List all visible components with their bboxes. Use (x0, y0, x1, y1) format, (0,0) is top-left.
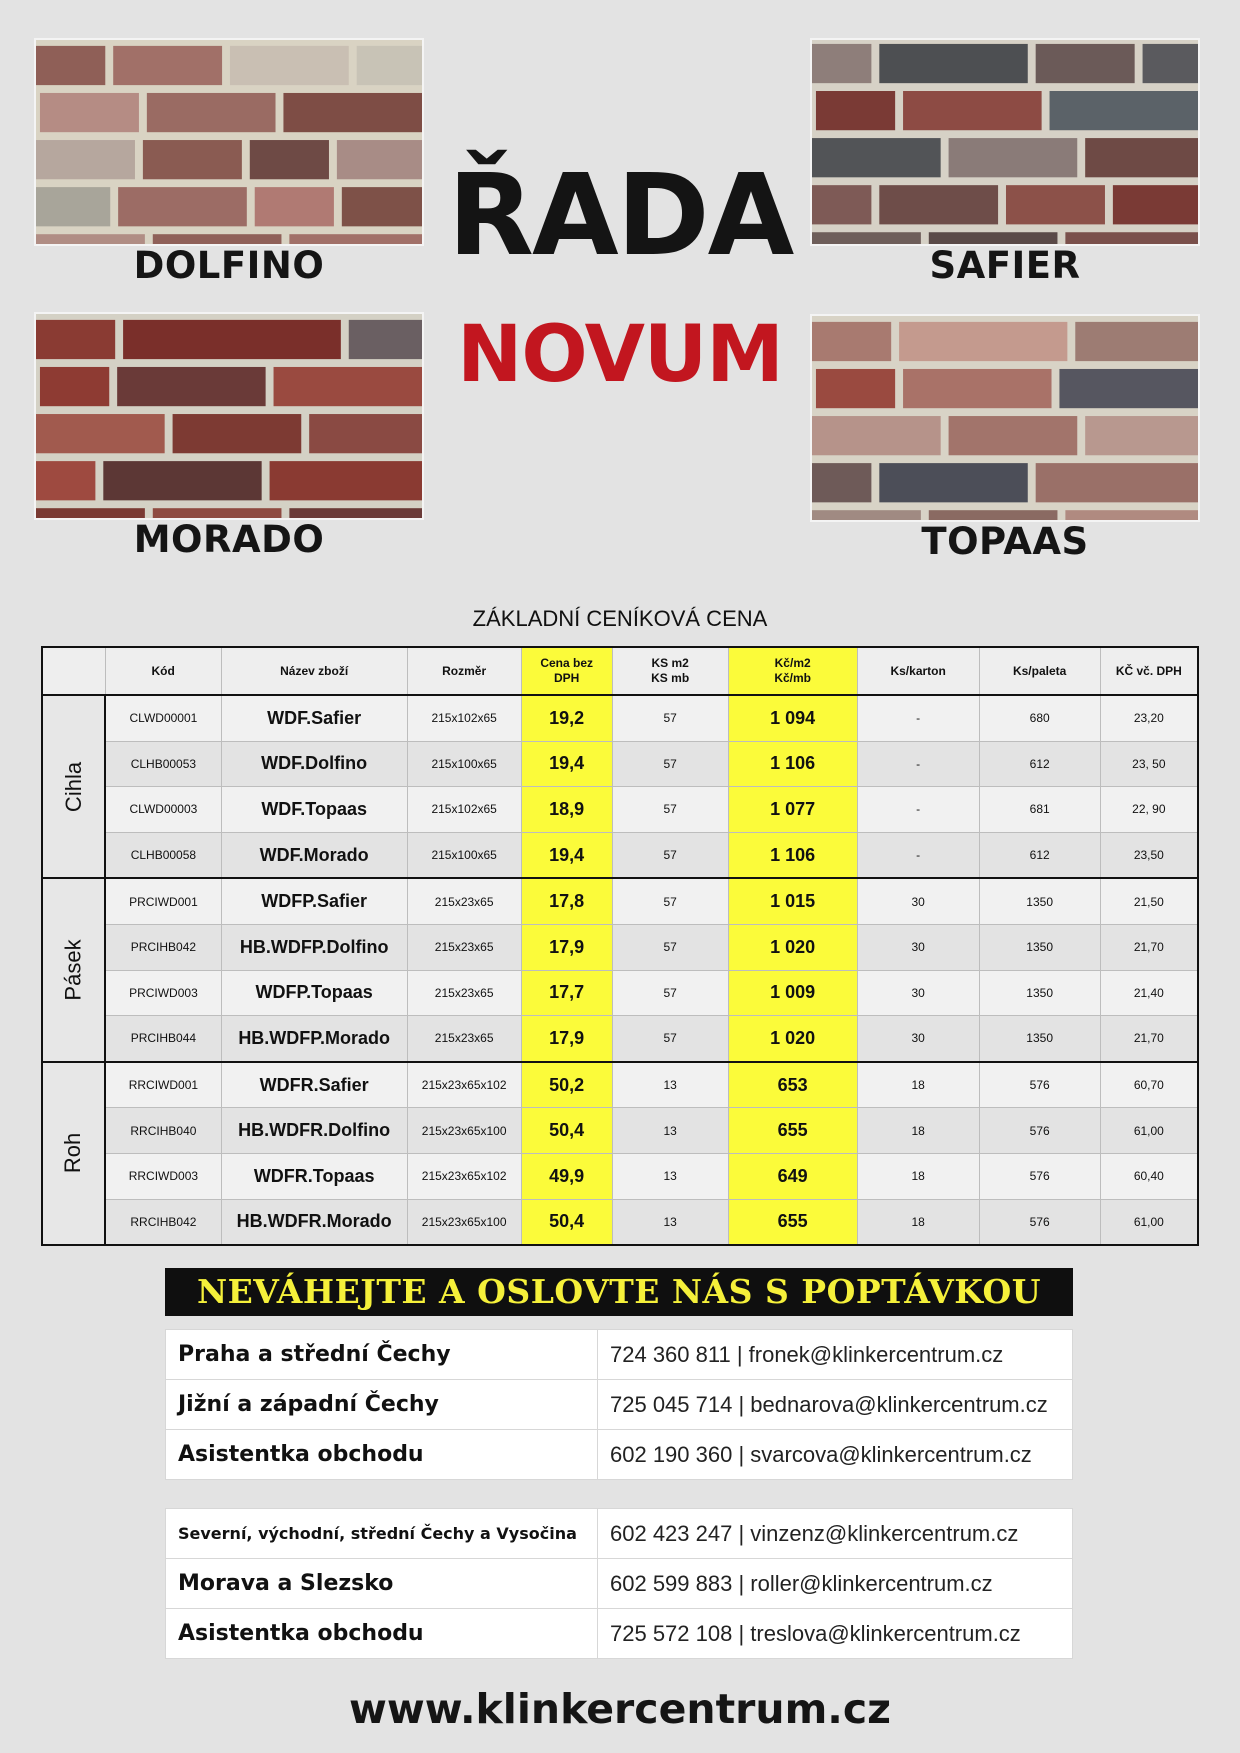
cell-kod: RRCIWD001 (105, 1062, 221, 1108)
cell-karton: 18 (857, 1153, 979, 1199)
cell-rozmer: 215x23x65x102 (407, 1062, 521, 1108)
cell-nazev: HB.WDFP.Morado (221, 1016, 407, 1062)
cell-kod: RRCIHB040 (105, 1108, 221, 1154)
cell-dph: 22, 90 (1100, 787, 1198, 833)
swatch-label-topaas: TOPAAS (921, 520, 1089, 563)
swatch-safier-image (810, 38, 1200, 246)
swatch-morado-image (34, 312, 424, 520)
cell-karton: 30 (857, 1016, 979, 1062)
cell-karton: - (857, 787, 979, 833)
cell-kod: PRCIHB042 (105, 924, 221, 970)
cell-ks: 13 (612, 1062, 728, 1108)
table-row (42, 1062, 1198, 1108)
cell-cena: 19,2 (521, 695, 612, 741)
cell-paleta: 612 (979, 741, 1100, 787)
cell-nazev: HB.WDFR.Morado (221, 1199, 407, 1245)
series-name: NOVUM (457, 310, 783, 400)
cell-kc: 655 (728, 1108, 857, 1154)
table-row (42, 1108, 1198, 1154)
cell-ks: 57 (612, 924, 728, 970)
cell-rozmer: 215x23x65 (407, 878, 521, 924)
header-cena-bez-dph (521, 647, 612, 695)
cell-nazev: WDFR.Safier (221, 1062, 407, 1108)
cell-dph: 21,70 (1100, 1016, 1198, 1062)
table-row (42, 787, 1198, 833)
cell-kc: 1 077 (728, 787, 857, 833)
cell-cena: 50,2 (521, 1062, 612, 1108)
header-paleta: Ks/paleta (979, 647, 1100, 695)
cell-dph: 21,40 (1100, 970, 1198, 1016)
cell-dph: 60,70 (1100, 1062, 1198, 1108)
cell-kod: RRCIHB042 (105, 1199, 221, 1245)
cell-karton: 18 (857, 1062, 979, 1108)
cell-cena: 19,4 (521, 832, 612, 878)
cell-nazev: WDFR.Topaas (221, 1153, 407, 1199)
table-row (42, 924, 1198, 970)
cell-ks: 13 (612, 1153, 728, 1199)
contact-row (166, 1380, 1073, 1430)
cell-kod: CLHB00058 (105, 832, 221, 878)
cell-rozmer: 215x102x65 (407, 695, 521, 741)
contact-details[interactable]: 725 045 714 | bednarova@klinkercentrum.cz (598, 1380, 1073, 1430)
cell-paleta: 680 (979, 695, 1100, 741)
cell-dph: 21,50 (1100, 878, 1198, 924)
group-label-cihla: Cihla (42, 695, 105, 878)
contact-details[interactable]: 725 572 108 | treslova@klinkercentrum.cz (598, 1609, 1073, 1659)
price-table (41, 646, 1199, 1246)
cell-kc: 1 106 (728, 832, 857, 878)
cell-karton: 30 (857, 924, 979, 970)
cell-paleta: 612 (979, 832, 1100, 878)
price-table-header-row (42, 647, 1198, 695)
header-group (42, 647, 105, 695)
cell-ks: 57 (612, 878, 728, 924)
cell-kc: 1 020 (728, 924, 857, 970)
header-kc-line1: Kč/m2 (774, 656, 811, 670)
cell-rozmer: 215x23x65x100 (407, 1108, 521, 1154)
cell-cena: 50,4 (521, 1199, 612, 1245)
cell-karton: 18 (857, 1108, 979, 1154)
cell-cena: 17,8 (521, 878, 612, 924)
header-rozmer: Rozměr (407, 647, 521, 695)
cell-ks: 57 (612, 787, 728, 833)
cell-kc: 653 (728, 1062, 857, 1108)
table-row (42, 741, 1198, 787)
header-cena-line1: Cena bez (540, 656, 593, 670)
cell-nazev: WDF.Safier (221, 695, 407, 741)
price-table-title: ZÁKLADNÍ CENÍKOVÁ CENA (472, 606, 768, 631)
contact-details[interactable]: 602 190 360 | svarcova@klinkercentrum.cz (598, 1430, 1073, 1480)
header-kc-line2: Kč/mb (774, 671, 811, 685)
swatch-label-safier: SAFIER (929, 244, 1081, 287)
contact-row (166, 1609, 1073, 1659)
cell-cena: 18,9 (521, 787, 612, 833)
cell-paleta: 576 (979, 1153, 1100, 1199)
cell-rozmer: 215x100x65 (407, 832, 521, 878)
header-cena-line2: DPH (553, 671, 580, 685)
table-row (42, 695, 1198, 741)
table-row (42, 878, 1198, 924)
cell-kc: 1 015 (728, 878, 857, 924)
cell-ks: 13 (612, 1199, 728, 1245)
cell-kod: RRCIWD003 (105, 1153, 221, 1199)
cell-paleta: 681 (979, 787, 1100, 833)
cell-karton: 18 (857, 1199, 979, 1245)
contact-region: Severní, východní, střední Čechy a Vysočina (166, 1509, 598, 1559)
cell-nazev: WDF.Topaas (221, 787, 407, 833)
cell-paleta: 1350 (979, 970, 1100, 1016)
table-row (42, 1016, 1198, 1062)
cell-dph: 60,40 (1100, 1153, 1198, 1199)
header-kc (728, 647, 857, 695)
contact-region: Asistentka obchodu (166, 1609, 598, 1659)
header-ks-line2: KS mb (651, 671, 690, 685)
cell-kc: 655 (728, 1199, 857, 1245)
cell-paleta: 576 (979, 1199, 1100, 1245)
cell-cena: 49,9 (521, 1153, 612, 1199)
cell-kod: PRCIWD003 (105, 970, 221, 1016)
cell-kc: 1 020 (728, 1016, 857, 1062)
contact-table-1 (165, 1329, 1073, 1480)
cell-kod: PRCIHB044 (105, 1016, 221, 1062)
cell-cena: 17,9 (521, 924, 612, 970)
header-kod: Kód (105, 647, 221, 695)
contact-row (166, 1330, 1073, 1380)
contact-row (166, 1509, 1073, 1559)
cell-kod: CLHB00053 (105, 741, 221, 787)
cell-nazev: WDF.Morado (221, 832, 407, 878)
cell-paleta: 1350 (979, 878, 1100, 924)
group-label-roh: Roh (42, 1062, 105, 1245)
cell-rozmer: 215x23x65 (407, 924, 521, 970)
cell-nazev: HB.WDFR.Dolfino (221, 1108, 407, 1154)
cell-kc: 1 094 (728, 695, 857, 741)
swatch-topaas-image (810, 314, 1200, 522)
cell-dph: 23,50 (1100, 832, 1198, 878)
cell-paleta: 576 (979, 1108, 1100, 1154)
cell-nazev: WDF.Dolfino (221, 741, 407, 787)
contact-region: Praha a střední Čechy (166, 1330, 598, 1380)
website-link[interactable]: www.klinkercentrum.cz (348, 1685, 892, 1733)
cell-rozmer: 215x100x65 (407, 741, 521, 787)
swatch-label-morado: MORADO (133, 518, 325, 561)
cell-cena: 50,4 (521, 1108, 612, 1154)
cell-ks: 57 (612, 741, 728, 787)
cell-paleta: 576 (979, 1062, 1100, 1108)
contact-details[interactable]: 724 360 811 | fronek@klinkercentrum.cz (598, 1330, 1073, 1380)
header-nazev: Název zboží (221, 647, 407, 695)
cell-ks: 57 (612, 1016, 728, 1062)
cell-cena: 17,9 (521, 1016, 612, 1062)
contact-details[interactable]: 602 599 883 | roller@klinkercentrum.cz (598, 1559, 1073, 1609)
cell-dph: 23,20 (1100, 695, 1198, 741)
cell-paleta: 1350 (979, 924, 1100, 970)
cell-kod: CLWD00003 (105, 787, 221, 833)
cell-karton: 30 (857, 970, 979, 1016)
contact-row (166, 1559, 1073, 1609)
contact-region: Morava a Slezsko (166, 1559, 598, 1609)
group-label-pasek: Pásek (42, 878, 105, 1061)
header-ks-line1: KS m2 (651, 656, 689, 670)
contact-region: Jižní a západní Čechy (166, 1380, 598, 1430)
table-row (42, 1153, 1198, 1199)
cell-dph: 61,00 (1100, 1108, 1198, 1154)
cell-ks: 57 (612, 832, 728, 878)
cell-nazev: WDFP.Safier (221, 878, 407, 924)
swatch-label-dolfino: DOLFINO (133, 244, 325, 287)
cell-cena: 19,4 (521, 741, 612, 787)
cell-dph: 61,00 (1100, 1199, 1198, 1245)
cell-karton: - (857, 741, 979, 787)
cell-karton: 30 (857, 878, 979, 924)
cell-kc: 1 106 (728, 741, 857, 787)
cell-dph: 23, 50 (1100, 741, 1198, 787)
cell-kod: CLWD00001 (105, 695, 221, 741)
cell-nazev: HB.WDFP.Dolfino (221, 924, 407, 970)
cell-kod: PRCIWD001 (105, 878, 221, 924)
header-ks (612, 647, 728, 695)
cell-rozmer: 215x23x65 (407, 970, 521, 1016)
series-title: ŘADA (447, 151, 793, 281)
table-row (42, 832, 1198, 878)
swatch-dolfino-image (34, 38, 424, 246)
cell-karton: - (857, 695, 979, 741)
cell-kc: 649 (728, 1153, 857, 1199)
table-row (42, 1199, 1198, 1245)
cell-cena: 17,7 (521, 970, 612, 1016)
cell-nazev: WDFP.Topaas (221, 970, 407, 1016)
cell-kc: 1 009 (728, 970, 857, 1016)
table-row (42, 970, 1198, 1016)
header-karton: Ks/karton (857, 647, 979, 695)
cell-rozmer: 215x102x65 (407, 787, 521, 833)
contact-table-2 (165, 1508, 1073, 1659)
cell-rozmer: 215x23x65x102 (407, 1153, 521, 1199)
header-kc-dph: KČ vč. DPH (1100, 647, 1198, 695)
contact-details[interactable]: 602 423 247 | vinzenz@klinkercentrum.cz (598, 1509, 1073, 1559)
cell-karton: - (857, 832, 979, 878)
cell-ks: 57 (612, 695, 728, 741)
contact-region: Asistentka obchodu (166, 1430, 598, 1480)
cell-rozmer: 215x23x65 (407, 1016, 521, 1062)
cell-rozmer: 215x23x65x100 (407, 1199, 521, 1245)
cell-ks: 13 (612, 1108, 728, 1154)
cell-paleta: 1350 (979, 1016, 1100, 1062)
cell-dph: 21,70 (1100, 924, 1198, 970)
contact-row (166, 1430, 1073, 1480)
contact-banner: NEVÁHEJTE A OSLOVTE NÁS S POPTÁVKOU (165, 1268, 1073, 1316)
cell-ks: 57 (612, 970, 728, 1016)
